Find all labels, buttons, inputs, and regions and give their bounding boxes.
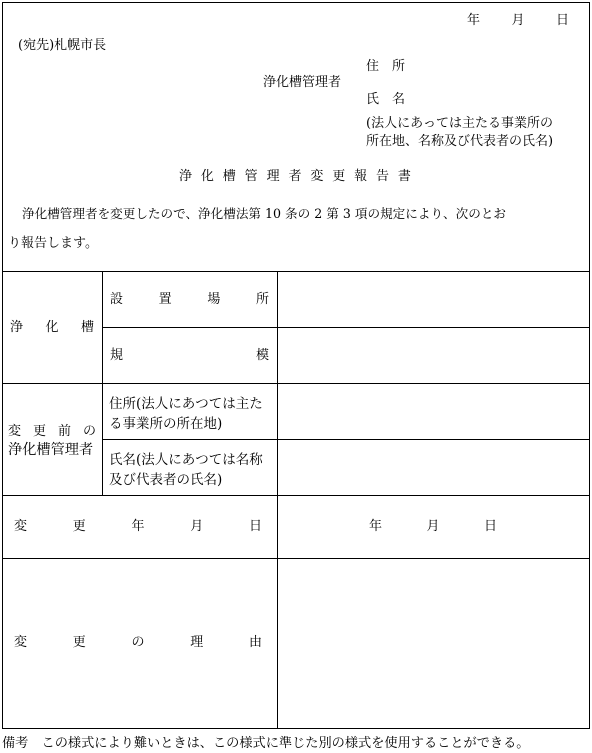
- location-label-char: 設: [110, 292, 124, 307]
- corp-note-line1: (法人にあっては主たる事業所の: [366, 116, 553, 131]
- scale-label-char: 模: [255, 348, 269, 363]
- prev-manager-char: の: [82, 424, 96, 439]
- tank-label-char: 化: [45, 320, 59, 335]
- tank-label-char: 槽: [80, 320, 94, 335]
- reason-char: 由: [248, 635, 262, 650]
- location-label-char: 置: [158, 292, 172, 307]
- tank-label: [10, 321, 94, 334]
- prev-address-value-cell[interactable]: [278, 384, 589, 439]
- change-date-char: 年: [131, 519, 145, 534]
- date-day-char: 日: [555, 13, 569, 28]
- change-date-value[interactable]: [369, 520, 497, 533]
- manager-label: 浄化槽管理者: [263, 75, 342, 90]
- scale-label-char: 規: [110, 348, 124, 363]
- location-value-cell[interactable]: [278, 272, 589, 327]
- change-date-month-char: 月: [426, 519, 440, 534]
- reason-char: 更: [72, 635, 86, 650]
- change-date-char: 日: [248, 519, 262, 534]
- reason-char: 変: [14, 635, 28, 650]
- title-char: 化: [200, 169, 214, 184]
- intro-line1: 浄化槽管理者を変更したので、浄化槽法第 10 条の 2 第 3 項の規定により、次のとお: [22, 206, 507, 221]
- prev-manager-char: 前: [57, 424, 71, 439]
- reason-value-cell[interactable]: [278, 559, 589, 728]
- scale-value-cell[interactable]: [278, 328, 589, 383]
- col-rule-1: [102, 271, 103, 495]
- title-char: 変: [310, 169, 324, 184]
- change-date-label: [14, 520, 262, 533]
- location-label-char: 場: [207, 292, 221, 307]
- prev-manager-label-line2: 浄化槽管理者: [8, 442, 94, 458]
- reason-char: 理: [190, 635, 204, 650]
- prev-address-label: 住所(法人にあつては主たる事業所の所在地): [109, 396, 263, 433]
- footer-note: 備考 この様式により難いときは、この様式に準じた別の様式を使用することができる。: [2, 736, 530, 751]
- header-date[interactable]: [467, 14, 569, 27]
- date-year-char: 年: [467, 13, 481, 28]
- change-date-year-char: 年: [369, 519, 383, 534]
- scale-label: [110, 349, 269, 362]
- prev-manager-char: 変: [8, 424, 22, 439]
- reason-char: の: [131, 635, 145, 650]
- prev-name-label: 氏名(法人にあつては名称及び代表者の氏名): [109, 452, 263, 489]
- corp-note-line2: 所在地、名称及び代表者の氏名): [366, 134, 554, 149]
- prev-manager-char: 更: [32, 424, 46, 439]
- date-month-char: 月: [511, 13, 525, 28]
- prev-manager-label-line1: [8, 425, 96, 438]
- manager-name-label[interactable]: 氏 名: [366, 92, 406, 107]
- change-date-char: 月: [190, 519, 204, 534]
- prev-name-value-cell[interactable]: [278, 440, 589, 495]
- manager-address-label[interactable]: 住 所: [366, 59, 406, 74]
- addressee: (宛先)札幌市長: [18, 38, 107, 53]
- title-char: 告: [376, 169, 390, 184]
- location-label-char: 所: [255, 292, 269, 307]
- location-label: [110, 293, 269, 306]
- intro-line2: り報告します。: [8, 236, 98, 251]
- change-date-char: 更: [72, 519, 86, 534]
- change-date-char: 変: [14, 519, 28, 534]
- title-char: 管: [244, 169, 258, 184]
- title-char: 報: [354, 169, 368, 184]
- title-char: 者: [288, 169, 302, 184]
- title-char: 書: [397, 169, 411, 184]
- change-date-day-char: 日: [483, 519, 497, 534]
- title-char: 槽: [222, 169, 236, 184]
- rule-prev-date: [2, 495, 590, 496]
- title-char: 更: [332, 169, 346, 184]
- form-title: [179, 170, 411, 183]
- tank-label-char: 浄: [10, 320, 24, 335]
- reason-label: [14, 636, 262, 649]
- title-char: 浄: [179, 169, 193, 184]
- title-char: 理: [266, 169, 280, 184]
